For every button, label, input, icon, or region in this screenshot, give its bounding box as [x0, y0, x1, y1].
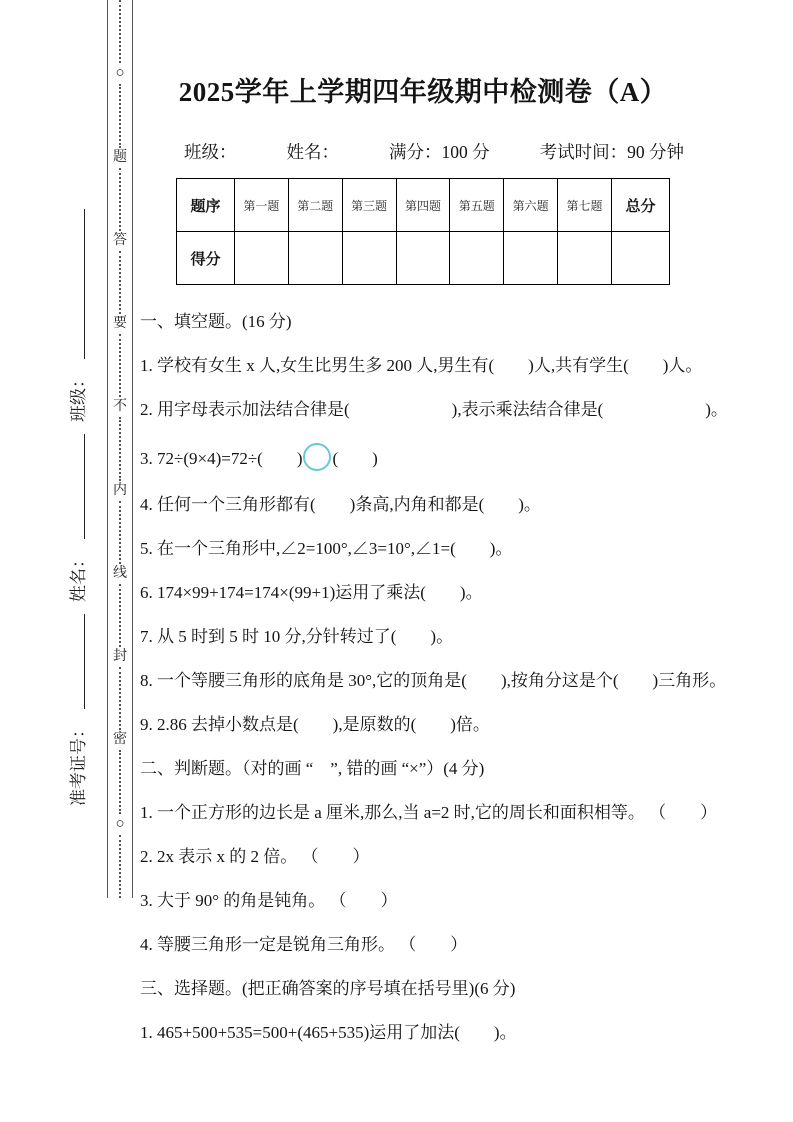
- dotted-line-segment: [119, 667, 121, 730]
- dotted-line-segment: [119, 168, 121, 231]
- class-label: 班级：: [184, 142, 237, 162]
- section-heading-fill: 一、填空题。(16 分): [140, 312, 292, 331]
- exam-time-label: 考试时间：90 分钟: [539, 142, 684, 162]
- score-table-header-cell: 题序: [177, 179, 235, 232]
- student-info-rail: [63, 156, 89, 806]
- class-blank-line: [84, 209, 85, 359]
- name-label-vertical: 姓名：: [69, 551, 88, 602]
- question-line: 2. 用字母表示加法结合律是( ),表示乘法结合律是( )。: [140, 400, 728, 419]
- question-line: 1. 一个正方形的边长是 a 厘米,那么,当 a=2 时,它的周长和面积相等。 （ ）: [140, 803, 718, 822]
- score-cell-empty: [288, 232, 342, 285]
- seal-char: 要: [113, 316, 127, 332]
- section-heading-judge: 二、判断题。（对的画 “ ”, 错的画 “×”）(4 分): [140, 759, 485, 778]
- question-line: 8. 一个等腰三角形的底角是 30°,它的顶角是( ),按角分这是个( )三角形。: [140, 671, 727, 690]
- exam-info-row: [184, 139, 696, 164]
- question-line: 9. 2.86 去掉小数点是( ),是原数的( )倍。: [140, 715, 490, 734]
- question-line: 6. 174×99+174=174×(99+1)运用了乘法( )。: [140, 583, 483, 602]
- score-cell-empty: [558, 232, 612, 285]
- dotted-line-segment: [119, 584, 121, 647]
- question-line: 1. 学校有女生 x 人,女生比男生多 200 人,男生有( )人,共有学生( )人。: [140, 356, 703, 375]
- question-line: [140, 443, 696, 471]
- score-row-label: 得分: [177, 232, 235, 285]
- section-heading-choice: 三、选择题。(把正确答案的序号填在括号里)(6 分): [140, 979, 516, 998]
- score-table-header-cell: 总分: [612, 179, 670, 232]
- dotted-line-segment: [119, 251, 121, 314]
- seal-char: 不: [113, 399, 127, 415]
- question-line: 4. 任何一个三角形都有( )条高,内角和都是( )。: [140, 495, 541, 514]
- seal-char: 封: [113, 649, 127, 665]
- question-line: 5. 在一个三角形中,∠2=100°,∠3=10°,∠1=( )。: [140, 539, 513, 558]
- name-blank-line: [84, 434, 85, 539]
- question-line: 7. 从 5 时到 5 时 10 分,分针转过了( )。: [140, 627, 454, 646]
- dotted-line-segment: [119, 835, 121, 898]
- question-line: 3. 大于 90° 的角是钝角。 （ ）: [140, 891, 398, 910]
- question-line: 4. 等腰三角形一定是锐角三角形。 （ ）: [140, 935, 468, 954]
- score-table-header-cell: 第六题: [504, 179, 558, 232]
- score-table: [176, 178, 670, 285]
- dotted-line-segment: [119, 417, 121, 480]
- score-table-header-cell: 第二题: [288, 179, 342, 232]
- dotted-line-segment: [119, 334, 121, 397]
- seal-circle-glyph: ○: [115, 815, 125, 832]
- dotted-line-segment: [119, 501, 121, 564]
- class-label-vertical: 班级：: [69, 371, 88, 422]
- dotted-line-segment: [119, 0, 121, 63]
- question-text-after-circle: ( ): [332, 449, 378, 468]
- score-table-header-cell: 第四题: [396, 179, 450, 232]
- question-text-before-circle: 3. 72÷(9×4)=72÷( ): [140, 449, 303, 468]
- score-table-header-cell: 第七题: [558, 179, 612, 232]
- seal-char: 密: [113, 732, 127, 748]
- score-table-header-cell: 第五题: [450, 179, 504, 232]
- score-cell-empty: [450, 232, 504, 285]
- score-cell-empty: [504, 232, 558, 285]
- seal-circle-glyph: ○: [115, 65, 125, 82]
- question-list: [140, 311, 728, 1043]
- score-table-score-row: [177, 232, 670, 285]
- score-table-header-row: [177, 179, 670, 232]
- operator-circle-blank: [303, 443, 331, 471]
- full-score-label: 满分：100 分: [389, 142, 490, 162]
- score-table-header-cell: 第一题: [235, 179, 289, 232]
- page-title: 2025学年上学期四年级期中检测卷（A）: [178, 77, 668, 107]
- score-cell-empty: [612, 232, 670, 285]
- score-cell-empty: [396, 232, 450, 285]
- question-line: 2. 2x 表示 x 的 2 倍。 （ ）: [140, 847, 370, 866]
- score-table-header-cell: 第三题: [342, 179, 396, 232]
- seal-line-column: [107, 0, 133, 898]
- seal-char: 内: [113, 482, 127, 498]
- seal-char: 线: [113, 565, 127, 581]
- dotted-line-segment: [119, 84, 121, 147]
- score-cell-empty: [342, 232, 396, 285]
- admission-number-blank-line: [84, 614, 85, 709]
- seal-char: 答: [113, 232, 127, 248]
- admission-number-label: 准考证号：: [69, 721, 88, 806]
- score-cell-empty: [235, 232, 289, 285]
- seal-char: 题: [113, 149, 127, 165]
- name-label: 姓名：: [286, 142, 339, 162]
- dotted-line-segment: [119, 750, 121, 813]
- question-line: 1. 465+500+535=500+(465+535)运用了加法( )。: [140, 1023, 517, 1042]
- main-content: [140, 64, 728, 1066]
